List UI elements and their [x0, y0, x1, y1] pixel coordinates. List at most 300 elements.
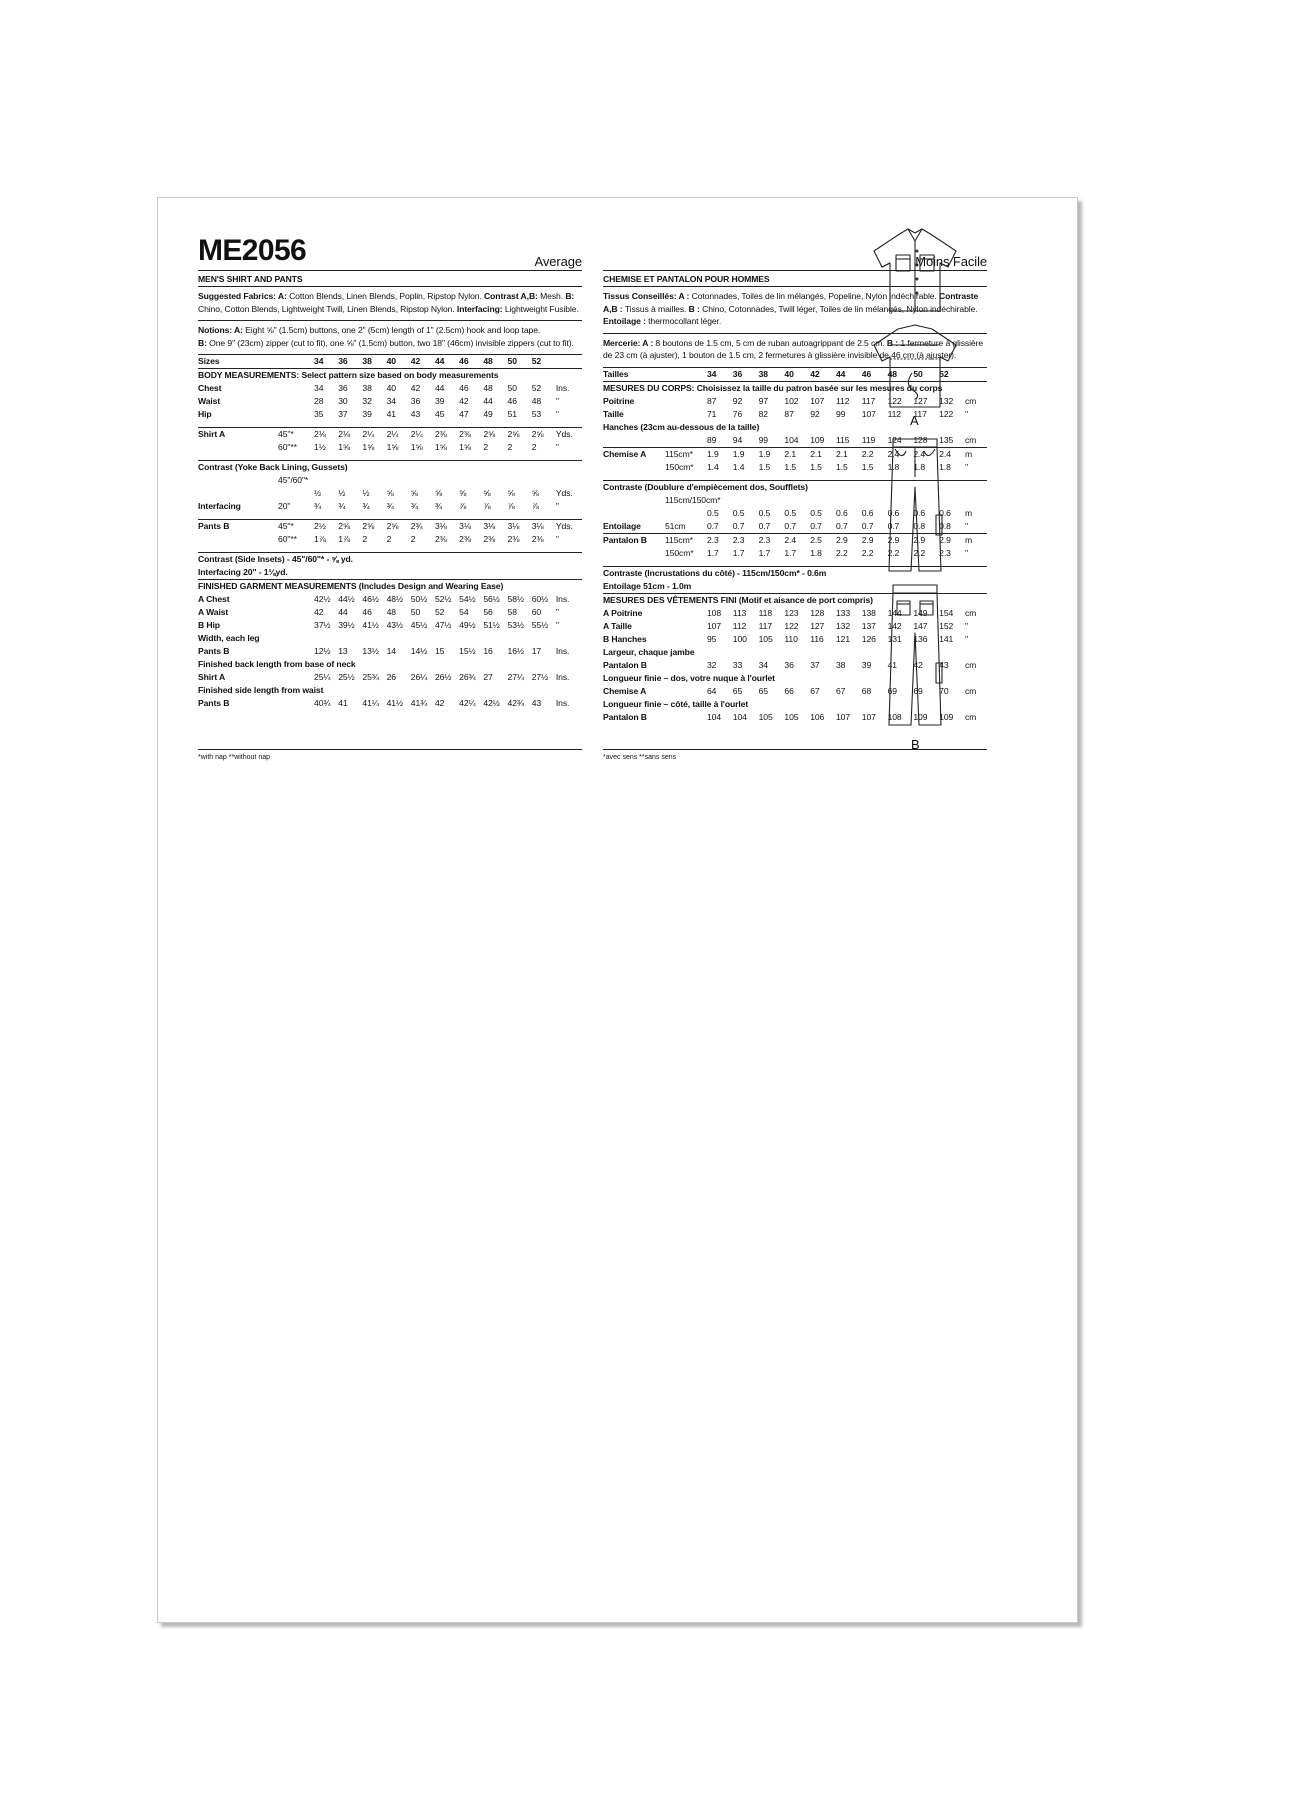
table-row	[198, 671, 582, 684]
table-cell: 0.7	[861, 520, 874, 531]
table-cell: 40	[387, 355, 411, 369]
text-run: Mesh.	[540, 291, 566, 301]
table-cell: 99	[758, 434, 768, 445]
table-cell: 1.7	[732, 547, 745, 558]
table-cell: 117	[913, 408, 927, 419]
table-cell: 2.2	[835, 547, 848, 558]
table-cell: ¾	[362, 501, 370, 512]
table-cell: 2.9	[862, 533, 888, 547]
table-cell: 13½	[362, 646, 379, 657]
table-cell: 87	[707, 395, 717, 406]
table-cell: 110	[784, 633, 798, 644]
table-cell: 122	[887, 395, 902, 406]
table-cell	[435, 474, 459, 487]
shirt-back-drawing	[860, 313, 970, 413]
table-cell: 100	[732, 633, 747, 644]
table-cell	[665, 368, 707, 382]
table-cell: 2⅛	[314, 428, 338, 442]
table-cell: 49	[483, 409, 493, 420]
table-cell: 2.3	[733, 533, 759, 547]
table-cell: 48	[483, 355, 507, 369]
table-cell: 128	[810, 607, 825, 618]
table-cell: 107	[861, 711, 876, 722]
table-cell: Pantalon B	[603, 711, 647, 722]
table-cell: ½	[362, 488, 370, 499]
table-row	[198, 408, 582, 421]
table-cell: "	[555, 409, 559, 420]
table-row	[198, 487, 582, 500]
table-cell: ¾	[386, 501, 394, 512]
table-cell: Yds.	[555, 488, 573, 499]
table-cell: cm	[964, 434, 977, 445]
table-cell: 2.4	[888, 447, 914, 461]
table-cell	[198, 487, 278, 500]
table-cell: 53	[531, 409, 542, 420]
table-cell: 133	[835, 607, 851, 618]
table-cell	[198, 533, 278, 546]
table-cell: 128	[913, 434, 928, 445]
table-cell: Chest	[198, 383, 222, 394]
table-cell: 87	[784, 408, 794, 419]
section-heading	[198, 632, 582, 645]
table-cell: 2.4	[939, 447, 965, 461]
shirt-front-drawing	[860, 217, 970, 317]
table-cell: 38	[362, 355, 386, 369]
table-cell: 0.7	[707, 520, 719, 531]
table-cell	[665, 408, 707, 421]
table-cell: cm	[964, 659, 977, 670]
table-cell	[278, 355, 314, 369]
table-cell: 115	[835, 434, 850, 445]
table-cell: 2.1	[810, 447, 836, 461]
table-cell: 119	[861, 434, 876, 445]
table-cell: FINISHED GARMENT MEASUREMENTS (Includes Design and Wearing Ease)	[198, 580, 582, 594]
table-cell: 69	[913, 685, 923, 696]
table-cell: 38	[759, 368, 785, 382]
table-cell: A Waist	[198, 607, 229, 618]
table-cell: "	[964, 408, 968, 419]
table-row	[198, 593, 582, 606]
table-cell: 2¼	[411, 428, 435, 442]
table-cell: 38	[835, 659, 846, 670]
table-cell: 1.8	[913, 461, 926, 472]
table-cell	[278, 408, 314, 421]
table-cell: cm	[964, 685, 977, 696]
table-cell: Entoilage 51cm - 1.0m	[603, 580, 692, 591]
table-cell: Taille	[603, 408, 624, 419]
table-cell	[338, 474, 362, 487]
table-cell: 136	[913, 633, 928, 644]
table-cell: 39	[434, 396, 445, 407]
section-heading	[198, 553, 582, 567]
table-cell: 0.7	[758, 520, 771, 531]
table-cell: 52	[939, 368, 965, 382]
table-cell: Largeur, chaque jambe	[603, 646, 695, 657]
table-cell: 27½	[531, 672, 549, 683]
table-cell: 2⅜	[483, 534, 496, 545]
table-cell: 42	[410, 383, 421, 394]
table-cell: 42	[913, 659, 923, 670]
table-cell: 1⅝	[338, 442, 350, 453]
table-cell: 34	[707, 368, 733, 382]
table-cell: m	[964, 507, 973, 518]
table-cell: 108	[707, 607, 722, 618]
text-run: Suggested Fabrics: A:	[198, 291, 290, 301]
table-cell: 27	[483, 672, 493, 683]
table-cell	[278, 619, 314, 632]
table-cell: 2⅝	[508, 428, 532, 442]
table-cell: ⅞	[531, 501, 539, 512]
table-cell: 42½	[314, 594, 331, 605]
table-cell: 76	[732, 408, 743, 419]
table-cell	[278, 593, 314, 606]
table-cell: Ins.	[555, 383, 570, 394]
table-cell: 2.3	[759, 533, 785, 547]
table-cell: 0.5	[784, 507, 797, 518]
table-cell: 48	[531, 396, 542, 407]
technical-drawings	[860, 217, 970, 752]
table-cell: 54	[459, 607, 469, 618]
table-cell: 115cm*	[665, 533, 707, 547]
table-cell: 104	[707, 711, 722, 722]
table-cell: Hip	[198, 409, 212, 420]
table-cell: 60"**	[278, 534, 297, 545]
text-run: 8 boutons de 1.5 cm, 5 cm de ruban autoagrippant de 2.5 cm.	[655, 337, 887, 348]
table-cell: 0.6	[861, 507, 874, 518]
table-cell: 0.5	[732, 507, 745, 518]
table-cell: 41	[338, 698, 348, 709]
text-run: Cotton Blends, Linen Blends, Poplin, Ripstop Nylon.	[289, 291, 485, 301]
table-cell: 25¾	[362, 672, 379, 683]
difficulty-level-fr: Moins Facile	[915, 254, 987, 270]
text-run: Mercerie: A :	[603, 337, 656, 348]
table-cell: 36	[784, 659, 794, 670]
table-cell: 27¼	[507, 672, 524, 683]
text-run: B:	[198, 337, 210, 348]
table-cell	[314, 474, 338, 487]
table-cell: 46	[459, 383, 469, 394]
table-cell	[278, 395, 314, 408]
table-row	[198, 645, 582, 658]
table-cell: 42½	[483, 698, 500, 709]
table-cell: ¾	[338, 501, 346, 512]
table-cell: 138	[861, 607, 876, 618]
table-cell: 38	[362, 383, 372, 394]
table-cell	[603, 434, 665, 448]
table-cell: Finished back length from base of neck	[198, 659, 356, 670]
table-cell	[665, 633, 707, 646]
table-cell: 152	[939, 620, 954, 631]
table-cell: 2⅝	[483, 428, 507, 442]
table-cell: Pants B	[198, 520, 278, 534]
table-cell: 44	[483, 396, 493, 407]
table-row	[198, 428, 582, 442]
table-cell: 42	[411, 355, 435, 369]
table-cell: 2¼	[362, 428, 386, 442]
table-cell: 0.6	[835, 507, 848, 518]
table-cell: 50	[508, 355, 532, 369]
table-cell: 47	[459, 409, 469, 420]
table-cell: 17	[531, 646, 542, 657]
table-cell: Longueur finie – dos, votre nuque à l'ourlet	[603, 672, 775, 683]
footnote: *with nap **without nap	[198, 749, 582, 761]
table-cell: 1.5	[758, 461, 771, 472]
table-cell: 137	[861, 620, 876, 631]
table-cell: 42	[434, 698, 445, 709]
table-cell: ⅝	[507, 488, 515, 499]
table-row	[198, 395, 582, 408]
table-cell: Contrast (Side Insets) - 45"/60"* - ⅝ yd.	[198, 553, 582, 567]
table-cell: 1.5	[835, 461, 848, 472]
table-cell: 45"*	[278, 520, 314, 534]
text-run: Eight ⅝" (1.5cm) buttons, one 2" (5cm) length of 1" (2.5cm) hook and loop tape.	[245, 325, 541, 336]
table-cell	[810, 494, 836, 507]
text-run: Tissus à mailles.	[624, 303, 689, 314]
table-cell: 55½	[531, 620, 549, 631]
table-cell: Waist	[198, 396, 221, 407]
table-cell: 50½	[410, 594, 428, 605]
table-cell: 122	[784, 620, 799, 631]
table-cell: "	[555, 396, 559, 407]
table-cell: 2	[483, 442, 489, 453]
table-cell: 1.9	[733, 447, 759, 461]
table-cell: 1.7	[707, 547, 719, 558]
table-cell: 141	[939, 633, 954, 644]
table-cell: 41	[887, 659, 897, 670]
table-cell: 142	[887, 620, 902, 631]
table-cell: 2¼	[387, 428, 411, 442]
table-cell	[603, 547, 665, 560]
table-cell: 43	[410, 409, 421, 420]
table-cell: 117	[758, 620, 772, 631]
table-cell	[278, 697, 314, 710]
table-cell: 44	[338, 607, 348, 618]
text-run: Interfacing:	[456, 303, 505, 314]
table-cell	[733, 494, 759, 507]
table-cell: 2⅜	[435, 428, 459, 442]
table-cell: 3⅛	[483, 520, 507, 534]
view-label-a: A	[910, 413, 919, 428]
table-cell: ⅝	[483, 488, 491, 499]
text-run: Contraste A,B :	[603, 291, 979, 314]
table-cell: B Hanches	[603, 633, 647, 644]
table-cell: 0.5	[758, 507, 771, 518]
table-cell: 56	[483, 607, 493, 618]
text-run: Tissus Conseillés: A :	[603, 291, 692, 301]
pants-front-drawing	[860, 435, 970, 575]
text-run: Notions: A:	[198, 325, 246, 336]
table-cell: 126	[861, 633, 876, 644]
sizes-row	[198, 355, 582, 369]
table-cell: Tailles	[603, 368, 665, 382]
table-cell: Width, each leg	[198, 633, 260, 644]
table-cell: 14	[386, 646, 396, 657]
table-cell: 115cm/150cm*	[665, 494, 721, 505]
table-cell: ⅝	[531, 488, 539, 499]
table-cell: 1.4	[707, 461, 719, 472]
table-cell: 104	[732, 711, 747, 722]
table-cell: "	[964, 461, 968, 472]
table-cell: 2.9	[939, 533, 965, 547]
table-row	[198, 697, 582, 710]
table-cell: ¾	[314, 501, 322, 512]
table-cell: 37	[338, 409, 348, 420]
table-cell: 36	[338, 383, 348, 394]
table-cell: 37½	[314, 620, 331, 631]
table-cell: 2	[386, 534, 392, 545]
table-cell: 42	[314, 607, 324, 618]
table-cell: 14½	[410, 646, 428, 657]
table-row	[198, 533, 582, 546]
table-cell: 0.7	[835, 520, 848, 531]
table-cell: 105	[784, 711, 799, 722]
table-cell: 53½	[507, 620, 524, 631]
table-cell: 52	[532, 355, 556, 369]
table-cell: ⅝	[459, 488, 467, 499]
table-cell: 149	[913, 607, 928, 618]
table-cell: 65	[732, 685, 743, 696]
pattern-number: ME2056	[198, 234, 307, 267]
table-cell	[362, 474, 386, 487]
table-cell: 3⅛	[508, 520, 532, 534]
table-cell: 0.6	[939, 507, 951, 518]
table-cell: 45	[434, 409, 445, 420]
table-cell	[278, 487, 314, 500]
table-cell: 1.4	[732, 461, 745, 472]
table-cell: 20"	[278, 501, 291, 512]
table-cell: 58	[507, 607, 517, 618]
table-cell: ⅝	[434, 488, 443, 499]
table-cell	[198, 441, 278, 454]
table-cell: 112	[835, 395, 850, 406]
table-cell: 92	[732, 395, 743, 406]
table-cell: "	[555, 501, 559, 512]
table-cell: 65	[758, 685, 768, 696]
table-cell: 106	[810, 711, 825, 722]
table-cell: 28	[314, 396, 324, 407]
table-cell: 144	[887, 607, 902, 618]
measurement-table	[198, 355, 582, 710]
table-cell: 89	[707, 434, 717, 445]
table-cell: 2⅝	[532, 428, 556, 442]
table-cell: 12½	[314, 646, 331, 657]
table-cell: 36	[733, 368, 759, 382]
table-cell: 32	[707, 659, 717, 670]
table-cell: 2⅝	[338, 520, 362, 534]
table-cell: 25¼	[314, 672, 331, 683]
table-cell: 48	[483, 383, 493, 394]
table-cell: 1⅝	[362, 442, 375, 453]
table-cell: 50	[410, 607, 421, 618]
table-cell: 44	[434, 383, 445, 394]
table-cell: 107	[707, 620, 722, 631]
table-cell: 1.7	[758, 547, 771, 558]
table-cell: 1⅝	[434, 442, 447, 453]
table-cell: 1.7	[784, 547, 797, 558]
table-cell: Shirt A	[198, 428, 278, 442]
table-cell	[665, 659, 707, 672]
table-cell	[665, 395, 707, 408]
table-cell: BODY MEASUREMENTS: Select pattern size based on body measurements	[198, 370, 499, 381]
table-cell: 26¾	[459, 672, 476, 683]
table-cell: 2⅝	[362, 520, 386, 534]
difficulty-level: Average	[534, 254, 582, 270]
table-cell: 1.8	[810, 547, 822, 558]
table-cell: 102	[784, 395, 799, 406]
table-cell: Pantalon B	[603, 533, 665, 547]
table-cell: 25½	[338, 672, 355, 683]
table-cell: 118	[758, 607, 772, 618]
table-cell: A Taille	[603, 620, 632, 631]
table-cell: 108	[887, 711, 902, 722]
table-cell: 2.9	[836, 533, 862, 547]
pattern-title: MEN'S SHIRT AND PANTS	[198, 271, 582, 287]
table-cell: ⅞	[507, 501, 515, 512]
english-column	[198, 234, 582, 710]
table-cell: 67	[810, 685, 820, 696]
table-cell: 0.5	[707, 507, 719, 518]
table-cell: "	[555, 620, 559, 631]
table-cell: 82	[758, 408, 768, 419]
table-cell: Contraste (Incrustations du côté) - 115cm/150cm* - 0.6m	[603, 566, 987, 580]
table-cell: 60½	[531, 594, 549, 605]
text-run: One 9" (23cm) zipper (cut to fit), one ⅝" (1.5cm) button, two 18" (46cm) invisible zippers (cut to fit).	[209, 337, 574, 348]
table-cell: 2⅜	[459, 534, 471, 545]
table-cell: 41¾	[410, 698, 428, 709]
table-cell: Yds.	[556, 520, 582, 534]
table-cell: 0.8	[913, 520, 926, 531]
table-cell: 123	[784, 607, 799, 618]
table-cell: "	[555, 534, 559, 545]
table-cell	[665, 711, 707, 724]
table-cell	[759, 494, 785, 507]
header-en	[198, 234, 582, 271]
table-cell: 112	[887, 408, 901, 419]
table-cell	[665, 507, 707, 520]
table-cell: 34	[386, 396, 396, 407]
table-cell: 154	[939, 607, 954, 618]
table-cell: 71	[707, 408, 717, 419]
table-cell: 58½	[507, 594, 524, 605]
table-cell: 127	[913, 395, 928, 406]
view-label-b: B	[911, 737, 920, 752]
table-cell: 3⅛	[459, 520, 483, 534]
table-cell: 60"**	[278, 442, 297, 453]
table-cell	[603, 494, 665, 507]
section-heading	[198, 658, 582, 671]
text-run: B :	[688, 303, 703, 314]
table-cell: 113	[732, 607, 747, 618]
table-cell: 0.7	[732, 520, 745, 531]
table-cell: 40	[386, 383, 396, 394]
pattern-title-fr: CHEMISE ET PANTALON POUR HOMMES	[603, 271, 987, 287]
table-cell: cm	[964, 607, 977, 618]
table-cell: 46	[862, 368, 888, 382]
table-cell: 42	[459, 396, 469, 407]
table-cell: 1.5	[861, 461, 874, 472]
table-cell: 41	[386, 409, 396, 420]
table-cell: 109	[939, 711, 954, 722]
table-cell: 15	[434, 646, 445, 657]
table-cell: 69	[887, 685, 897, 696]
table-cell: "	[555, 607, 559, 618]
table-cell: 1.5	[810, 461, 822, 472]
table-cell: 112	[732, 620, 747, 631]
table-cell: 51cm	[665, 520, 686, 531]
table-cell: ¾	[434, 501, 443, 512]
table-cell: 1½	[314, 442, 326, 453]
table-cell: 2⅜	[507, 534, 520, 545]
